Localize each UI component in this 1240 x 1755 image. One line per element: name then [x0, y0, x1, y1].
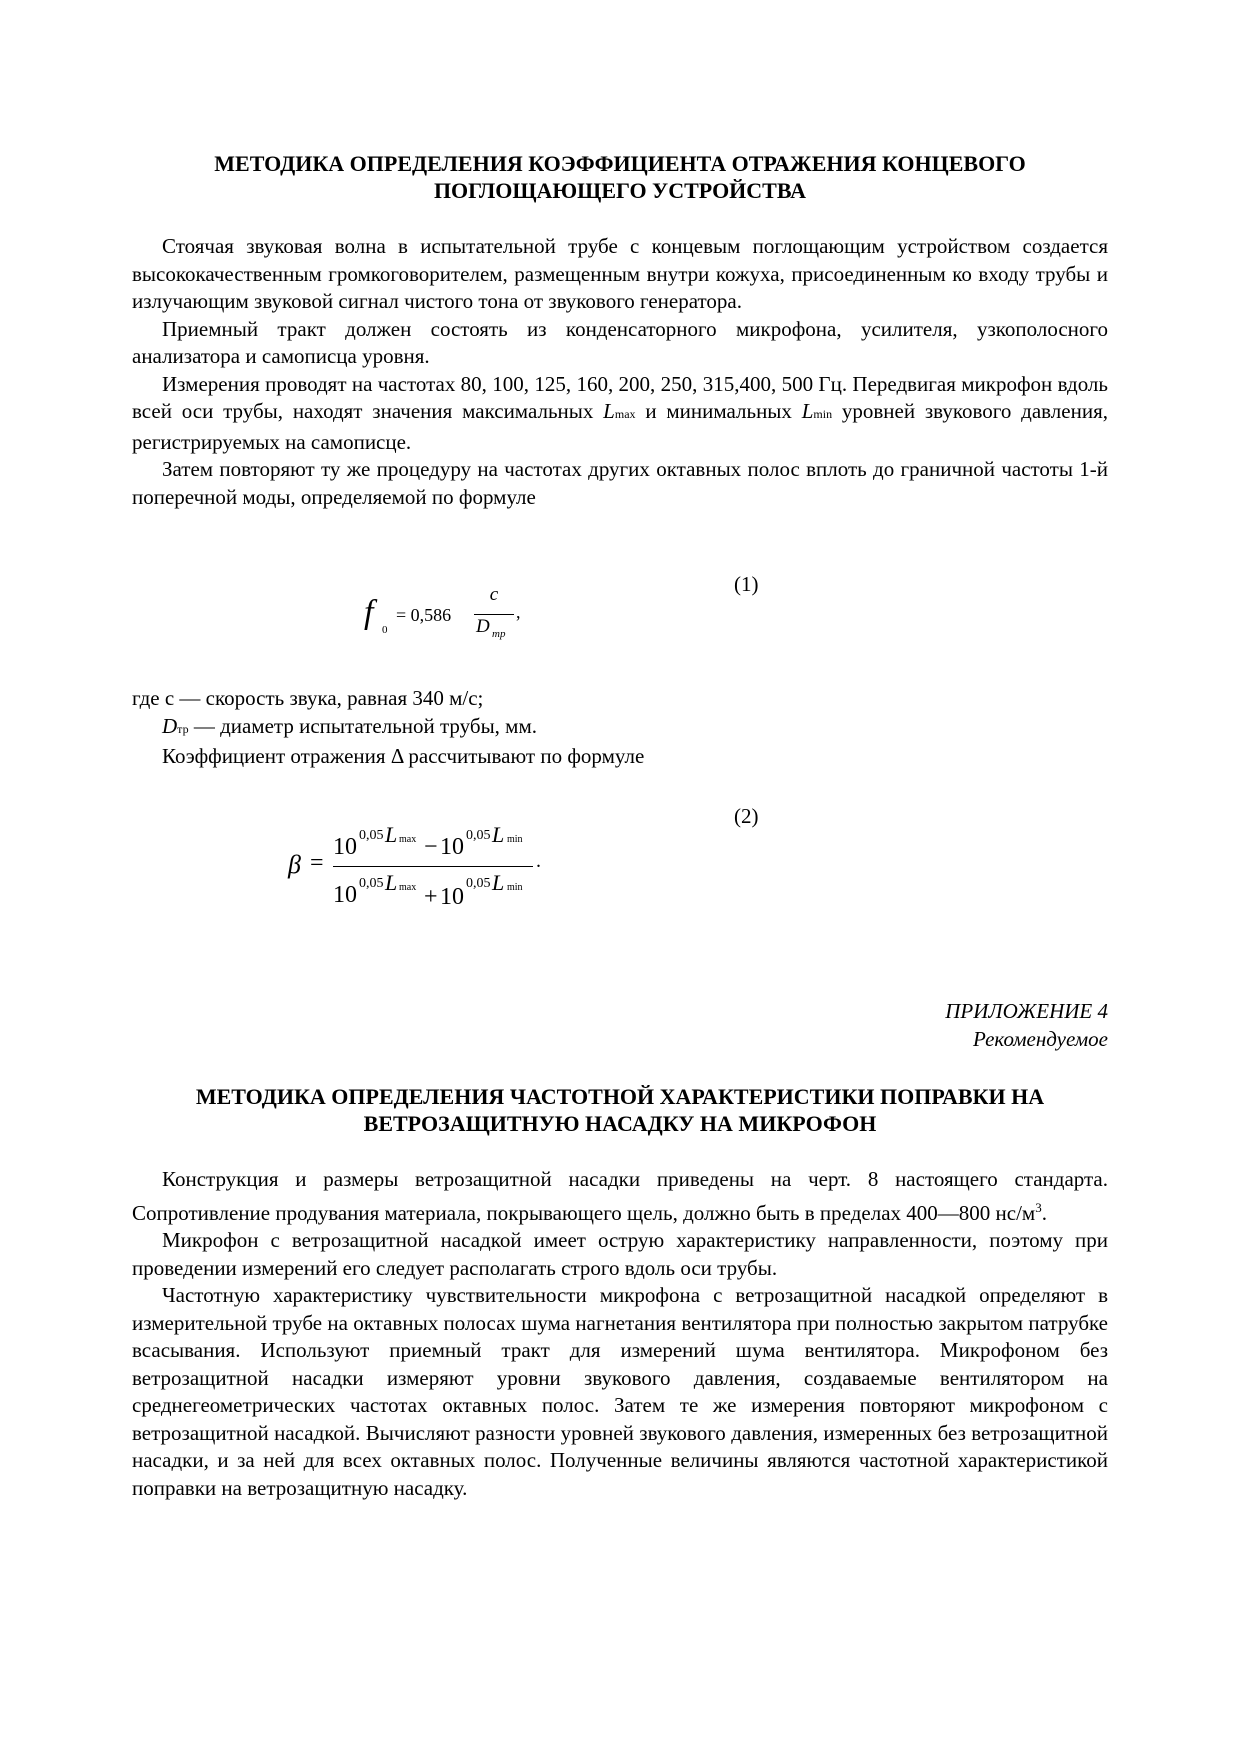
paragraph: Микрофон с ветрозащитной насадкой имеет острую характеристику направленности, поэтому при проведении измерений его следует располагать строго вдоль оси трубы.	[132, 1228, 1108, 1280]
paragraph-text: Измерения проводят на частотах 80, 100, 125, 160, 200, 250, 315,400, 500 Гц. Передвигая микрофон вдоль всей оси трубы, находят значения максимальных	[132, 371, 1108, 423]
symbol-L: L	[801, 399, 814, 423]
equation-2	[288, 820, 568, 916]
definitions	[132, 685, 1108, 771]
paragraph	[132, 1166, 1108, 1227]
equation-2-number: (2)	[734, 804, 759, 828]
eq2-plus: +	[424, 884, 438, 910]
subscript-min: min	[813, 407, 833, 421]
section2-title-line1: МЕТОДИКА ОПРЕДЕЛЕНИЯ ЧАСТОТНОЙ ХАРАКТЕРИСТИКИ ПОПРАВКИ НА	[195, 1084, 1045, 1109]
eq1-denominator-sub: тр	[492, 628, 506, 640]
eq2-max: max	[399, 834, 417, 845]
superscript: 3	[1035, 1199, 1042, 1215]
subscript-tr: тр	[177, 721, 189, 736]
eq2-period: .	[536, 850, 541, 872]
equation-1-number: (1)	[734, 572, 759, 596]
section1-title-line1: МЕТОДИКА ОПРЕДЕЛЕНИЯ КОЭФФИЦИЕНТА ОТРАЖЕНИЯ КОНЦЕВОГО	[214, 151, 1026, 176]
eq2-max: max	[399, 882, 417, 893]
eq2-L: L	[385, 870, 398, 895]
eq2-L: L	[492, 870, 505, 895]
eq2-exp-coef: 0,05	[466, 828, 491, 843]
eq2-equals: =	[310, 850, 324, 876]
section1-title-line2: ПОГЛОЩАЮЩЕГО УСТРОЙСТВА	[433, 178, 807, 203]
fraction-line	[474, 614, 514, 615]
eq2-exp-coef: 0,05	[359, 876, 384, 891]
subscript-max: max	[614, 407, 636, 421]
equation-1	[364, 584, 534, 650]
paragraph	[132, 371, 1108, 457]
definition-text: — диаметр испытательной трубы, мм.	[188, 713, 538, 738]
eq1-f: f	[364, 594, 374, 631]
appendix-status: Рекомендуемое	[973, 1027, 1108, 1051]
eq1-numerator: c	[489, 584, 499, 605]
definition-c: где с — скорость звука, равная 340 м/с;	[132, 686, 484, 710]
appendix-label: ПРИЛОЖЕНИЕ 4	[945, 999, 1108, 1023]
eq2-L: L	[385, 822, 398, 847]
eq2-ten: 10	[440, 884, 464, 910]
eq2-ten: 10	[333, 834, 357, 860]
paragraph-text: и минимальных	[635, 399, 802, 423]
paragraph-text: .	[1041, 1200, 1047, 1225]
eq1-denominator: D	[476, 616, 490, 637]
eq2-beta: β	[288, 850, 301, 879]
eq1-f-sub: 0	[382, 624, 388, 636]
eq2-exp-coef: 0,05	[359, 828, 384, 843]
fraction-line	[333, 866, 533, 867]
symbol-D: D	[162, 713, 178, 738]
eq2-min: min	[507, 834, 523, 845]
paragraph: Стоячая звуковая волна в испытательной трубе с концевым поглощающим устройством создается высококачественным громкоговорителем, размещенным внутри кожуха, присоединенным ко входу трубы и излучающим звуковой сигнал чистого тона от звукового генератора.	[132, 234, 1108, 313]
section2-body	[132, 1166, 1108, 1502]
section2-title-line2: ВЕТРОЗАЩИТНУЮ НАСАДКУ НА МИКРОФОН	[363, 1111, 877, 1136]
section2-title	[132, 1083, 1108, 1137]
eq1-coefficient: = 0,586	[396, 605, 452, 625]
appendix-header	[945, 997, 1108, 1053]
paragraph: Затем повторяют ту же процедуру на частотах других октавных полос вплоть до граничной частоты 1-й поперечной моды, определяемой по формуле	[132, 457, 1108, 509]
definition-dtr	[132, 713, 1108, 744]
paragraph-text: Конструкция и размеры ветрозащитной насадки приведены на черт. 8 настоящего стандарта. Сопротивление продувания материала, покрывающего щель, должно быть в пределах 400—800 нс/м	[132, 1167, 1108, 1225]
paragraph: Коэффициент отражения Δ рассчитывают по формуле	[162, 744, 645, 768]
eq2-L: L	[492, 822, 505, 847]
section1-title	[132, 150, 1108, 204]
eq2-ten: 10	[333, 882, 357, 908]
eq1-comma: ,	[516, 602, 521, 622]
eq2-exp-coef: 0,05	[466, 876, 491, 891]
paragraph: Приемный тракт должен состоять из конденсаторного микрофона, усилителя, узкополосного анализатора и самописца уровня.	[132, 316, 1108, 368]
paragraph-text: уровней звукового давления, регистрируемых на самописце.	[132, 399, 1108, 454]
symbol-L: L	[603, 399, 615, 423]
eq2-ten: 10	[440, 834, 464, 860]
eq2-minus: −	[424, 834, 438, 860]
section1-body	[132, 233, 1108, 511]
eq2-min: min	[507, 882, 523, 893]
paragraph: Частотную характеристику чувствительности микрофона с ветрозащитной насадкой определяют в измерительной трубе на октавных полосах шума нагнетания вентилятора при полностью закрытом патрубке всасывания. Используют приемный тракт для измерений шума вентилятора. Микрофоном без ветрозащитной насадки измеряют уровни звукового давления, создаваемые вентилятором на среднегеометрических частотах октавных полос. Затем те же измерения повторяют микрофоном с ветрозащитной насадкой. Вычисляют разности уровней звукового давления, измеренных без ветрозащитной насадки, и за ней для всех октавных полос. Полученные величины являются частотной характеристикой поправки на ветрозащитную насадку.	[132, 1283, 1108, 1500]
